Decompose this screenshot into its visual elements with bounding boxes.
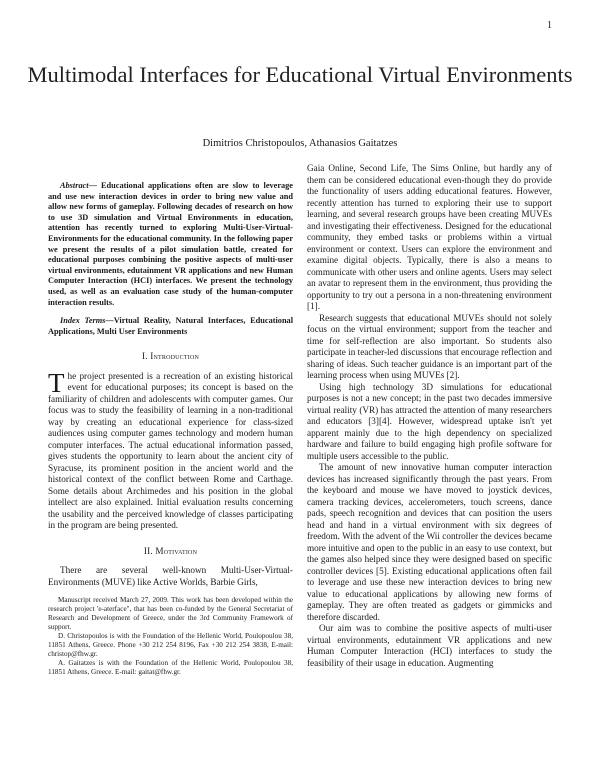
body-paragraph: Using high technology 3D simulations for educational purposes is not a new concept; in the past two decades immersive virtual reality (VR) has attracted the attention of many researchers and educators [3][4]. However, widespread uptake isn't yet apparent mainly due to the high dependency on specialized hardware and failure to build engaging high profile software for multiple users accessible to the public. xyxy=(307,381,552,461)
index-terms xyxy=(48,316,293,337)
abstract-text: — Educational applications often are slow to leverage and use new interaction devices in order to bring new value and allow new forms of gameplay. Following decades of research on how to use 3D simulation and Virtual Environments in education, attention has recently turned to exploring Multi-User-Virtual-Environments for the educational community. In the following paper we present the results of a pilot simulation battle, created for educational purposes combining the positive aspects of multi-user virtual environments, edutainment VR applications and new Human Computer Interaction (HCI) interfaces. We present the technology used, as well as an evaluation case study of the human-computer interaction results. xyxy=(48,181,293,307)
right-column xyxy=(307,163,552,669)
footnote: A. Gaitatzes is with the Foundation of the Hellenic World, Poulopoulou 38, 11851 Athens, Greece. E-mail: gaitat@fhw.gr. xyxy=(48,659,293,677)
body-paragraph: Research suggests that educational MUVEs should not solely focus on the virtual environment; support from the teacher and time for self-reflection are also important. So students also participate in teacher-led discussions that encourage reflection and sharing of ideas. Such teacher guidance is an important part of the learning process when using MUVEs [2]. xyxy=(307,312,552,380)
body-paragraph: The amount of new innovative human computer interaction devices has increased significantly through the past years. From the keyboard and mouse we have moved to joystick devices, camera tracking devices, accelerometers, touch screens, dance pads, speech recognition and devices that can position the users head and hand in a virtual environment with six degrees of freedom. With the advent of the Wii controller the devices became more intuitive and open to the public in an easy to use context, but the games also helped since they were designed based on specific controller devices [5]. Existing educational applications often fail to leverage and use these new interaction devices to bring new value to educational applications by allowing new forms of gameplay. They are often treated as gadgets or gimmicks and therefore discarded. xyxy=(307,462,552,622)
drop-cap: T xyxy=(48,367,65,398)
footnote: D. Christopoulos is with the Foundation of the Hellenic World, Poulopoulou 38, 11851 Athens, Greece. Phone +30 212 254 8196, Fax +30 212 254 3838, E-mail: christop@fhw.gr. xyxy=(48,632,293,659)
introduction-text: he project presented is a recreation of an existing historical event for educational purposes; its concept is based on the familiarity of children and adolescents with computer games. Our focus was to study the feasibility of learning in a non-traditional way by creating an educational experience for class-sized audiences using computer games technology and modern human computer interfaces. The actual educational information passed, gives students the opportunity to learn about the ancient city of Syracuse, its prominent position in the ancient world and the historical context of the conflict between Rome and Carthage. Some details about Archimedes and his position in the global intellect are also explained. Initial evaluation results concerning the usability and the perceived knowledge of classes participating in the program are being presented. xyxy=(48,370,293,531)
body-paragraph: Gaia Online, Second Life, The Sims Online, but hardly any of them can be considered educational even-though they do provide the functionality of users adding educational features. However, recently attention has turned to exploring their use to support learning, and several research groups have been creating MUVEs and investigating their effectiveness. Designed for the educational community, they embed tasks or problems within a virtual environment or context. Users can explore the environment and examine digital objects. Typically, there is also a means to communicate with other users and online agents. Users may select an avatar to represent them in the environment, thus providing the opportunity to try out a persona in a non-threatening environment [1]. xyxy=(307,163,552,311)
footnotes xyxy=(48,596,293,677)
section-heading-introduction: I. Introduction xyxy=(141,351,200,362)
abstract-lead: Abstract xyxy=(60,181,89,190)
page-number: 1 xyxy=(547,20,552,31)
body-paragraph: Our aim was to combine the positive aspects of multi-user virtual environments, edutainment VR applications and new Human Computer Interaction (HCI) interfaces to study the feasibility of their usage in education. Augmenting xyxy=(307,623,552,668)
abstract xyxy=(48,181,293,308)
left-column xyxy=(48,163,293,677)
authors: Dimitrios Christopoulos, Athanasios Gaitatzes xyxy=(202,138,398,149)
footnote: Manuscript received March 27, 2009. This work has been developed within the research project 'e-aterface", that has been co-funded by the General Secretariat of Research and Development of Greece, under the 3rd Community Framework of support. xyxy=(48,596,293,632)
index-terms-lead: Index Terms xyxy=(60,316,106,326)
introduction-paragraph xyxy=(48,367,293,532)
paper-title: Multimodal Interfaces for Educational Virtual Environments xyxy=(27,62,573,87)
motivation-paragraph: There are several well-known Multi-User-Virtual-Environments (MUVE) like Active Worlds, Barbie Girls, xyxy=(48,565,293,587)
index-terms-text: —Virtual Reality, Natural Interfaces, Educational Applications, Multi User Environments xyxy=(48,316,294,336)
section-heading-motivation: II. Motivation xyxy=(143,545,198,556)
